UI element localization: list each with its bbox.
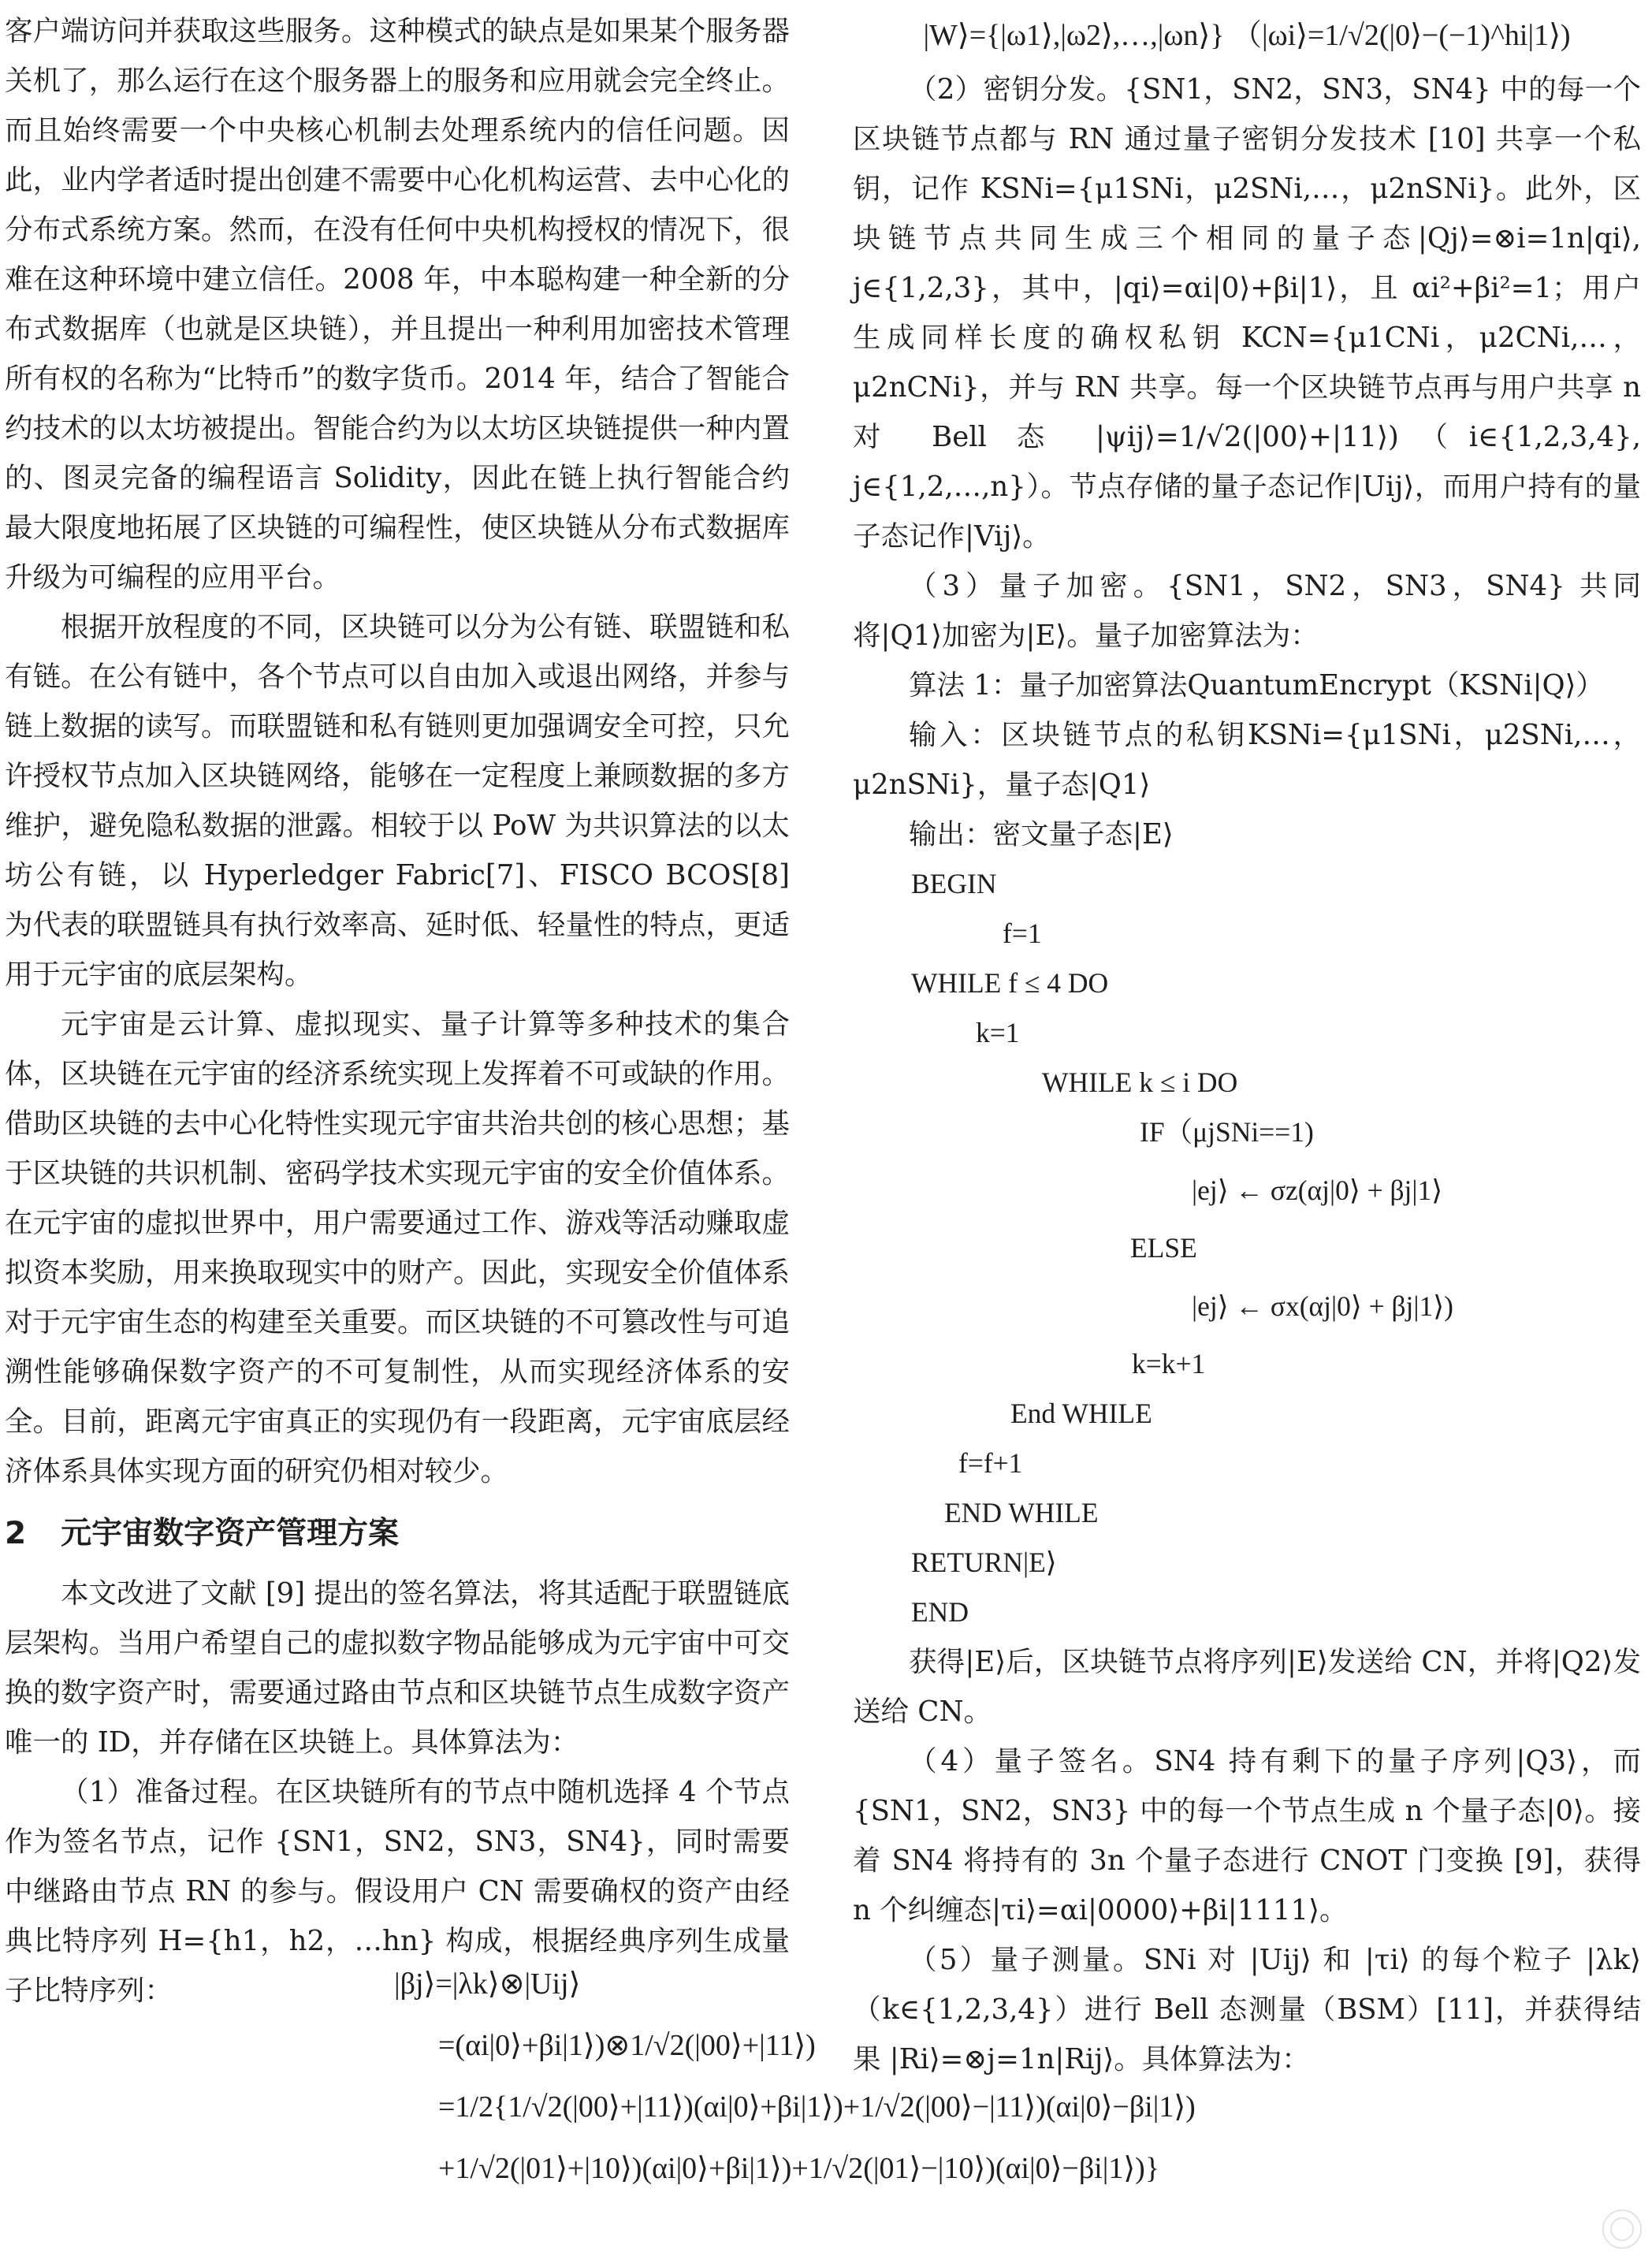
quantum-measurement-paragraph: （5）量子测量。SNi 对 |Uij⟩ 和 |τi⟩ 的每个粒子 |λk⟩（k∈{1,2,3,4}）进行 Bell 态测量（BSM）[11]，并获得结果 |Ri⟩=⊗j=1n|Rij⟩。具体算法为： [853,1944,1641,2075]
alg-line: BEGIN [911,868,997,899]
alg-line: RETURN|E⟩ [911,1547,1057,1578]
alg-line: End WHILE [1010,1398,1152,1429]
alg-line: |ej⟩ ← σx(αj|0⟩ + βj|1⟩) [1192,1290,1453,1322]
method-paragraph: 本文改进了文献 [9] 提出的签名算法，将其适配于联盟链底层架构。当用户希望自己的虚拟数字物品能够成为元宇宙中可交换的数字资产时，需要通过路由节点和区块链节点生成数字资产唯一的 ID，并存储在区块链上。具体算法为： [5,1577,790,1759]
bell-measurement-equation [394,1953,1261,2199]
algorithm-output: 输出：密文量子态|E⟩ [909,818,1174,851]
alg-line: WHILE k ≤ i DO [1042,1066,1238,1098]
alg-line: END WHILE [944,1497,1099,1528]
section-title: 元宇宙数字资产管理方案 [61,1516,400,1551]
section-heading [5,1510,790,1558]
metaverse-paragraph: 元宇宙是云计算、虚拟现实、量子计算等多种技术的集合体，区块链在元宇宙的经济系统实现上发挥着不可或缺的作用。借助区块链的去中心化特性实现元宇宙共治共创的核心思想；基于区块链的共识机制、密码学技术实现元宇宙的安全价值体系。在元宇宙的虚拟世界中，用户需要通过工作、游戏等活动赚取虚拟资本奖励，用来换取现实中的财产。因此，实现安全价值体系对于元宇宙生态的构建至关重要。而区块链的不可篡改性与可追溯性能够确保数字资产的不可复制性，从而实现经济体系的安全。目前，距离元宇宙真正的实现仍有一段距离，元宇宙底层经济体系具体实现方面的研究仍相对较少。 [5,1008,790,1487]
algorithm-title: 算法 1：量子加密算法QuantumEncrypt（KSNi|Q⟩） [909,669,1605,702]
preparation-paragraph: （1）准备过程。在区块链所有的节点中随机选择 4 个节点作为签名节点，记作 {SN1，SN2，SN3，SN4}，同时需要中继路由节点 RN 的参与。假设用户 CN 需要确权的资产由经典比特序列 H={h1，h2，…hn} 构成，根据经典序列生成量子比特序列： [5,1776,790,2007]
alg-line: k=k+1 [1132,1348,1206,1379]
equation-line: +1/√2(|01⟩+|10⟩)(αi|0⟩+βi|1⟩)+1/√2(|01⟩−|10⟩)(αi|0⟩−βi|1⟩)} [438,2152,1160,2185]
equation-line: =(αi|0⟩+βi|1⟩)⊗1/√2(|00⟩+|11⟩) [438,2029,816,2062]
alg-line: ELSE [1130,1232,1197,1264]
section-number: 2 [5,1516,27,1551]
algorithm-input: 输入：区块链节点的私钥KSNi={μ1SNi，μ2SNi,…，μ2nSNi}，量子态|Q1⟩ [853,719,1641,801]
algorithm-body [853,859,1641,1637]
alg-line: END [911,1596,969,1628]
equation-line: =1/2{1/√2(|00⟩+|11⟩)(αi|0⟩+βi|1⟩)+1/√2(|00⟩−|11⟩)(αi|0⟩−βi|1⟩) [438,2090,1196,2124]
alg-line: WHILE f ≤ 4 DO [911,967,1109,999]
equation-line: |βj⟩=|λk⟩⊗|Uij⟩ [394,1967,581,2001]
left-column [5,6,790,2016]
alg-line: f=1 [1003,918,1042,949]
watermark-logo-icon [1600,2207,1644,2251]
alg-line: k=1 [976,1017,1020,1048]
equation-w: |W⟩={|ω1⟩,|ω2⟩,…,|ωn⟩} （|ωi⟩=1/√2(|0⟩−(−1)^hi|1⟩) [923,19,1571,52]
right-column [853,6,1641,2084]
quantum-signature-paragraph: （4）量子签名。SN4 持有剩下的量子序列|Q3⟩，而 {SN1，SN2，SN3} 中的每一个节点生成 n 个量子态|0⟩。接着 SN4 将持有的 3n 个量子态进行 CNOT 门变换 [9]，获得 n 个纠缠态|τi⟩=αi|0000⟩+βi|1111⟩。 [853,1745,1641,1926]
after-encryption-paragraph: 获得|E⟩后，区块链节点将序列|E⟩发送给 CN，并将|Q2⟩发送给 CN。 [853,1646,1641,1728]
quantum-encryption-paragraph: （3）量子加密。{SN1，SN2，SN3，SN4} 共同将|Q1⟩加密为|E⟩。量子加密算法为： [853,570,1641,652]
blockchain-types-paragraph: 根据开放程度的不同，区块链可以分为公有链、联盟链和私有链。在公有链中，各个节点可以自由加入或退出网络，并参与链上数据的读写。而联盟链和私有链则更加强调安全可控，只允许授权节点加入区块链网络，能够在一定程度上兼顾数据的多方维护，避免隐私数据的泄露。相较于以 PoW 为共识算法的以太坊公有链，以 Hyperledger Fabric[7]、FISCO BCOS[8] 为代表的联盟链具有执行效率高、延时低、轻量性的特点，更适用于元宇宙的底层架构。 [5,611,790,991]
key-distribution-paragraph: （2）密钥分发。{SN1，SN2，SN3，SN4} 中的每一个区块链节点都与 RN 通过量子密钥分发技术 [10] 共享一个私钥，记作 KSNi={μ1SNi，μ2SNi,…，μ2nSNi}。此外，区块链节点共同生成三个相同的量子态|Qj⟩=⊗i=1n|qi⟩, j∈{1,2,3}，其中，|qi⟩=αi|0⟩+βi|1⟩，且 αi²+βi²=1；用户生成同样长度的确权私钥 KCN={μ1CNi，μ2CNi,…，μ2nCNi}，并与 RN 共享。每一个区块链节点再与用户共享 n 对 Bell 态 |ψij⟩=1/√2(|00⟩+|11⟩)（i∈{1,2,3,4}, j∈{1,2,…,n}）。节点存储的量子态记作|Uij⟩，而用户持有的量子态记作|Vij⟩。 [853,73,1641,553]
alg-line: |ej⟩ ← σz(αj|0⟩ + βj|1⟩ [1192,1174,1443,1206]
alg-line: IF（μjSNi==1) [1140,1116,1314,1148]
intro-paragraph: 客户端访问并获取这些服务。这种模式的缺点是如果某个服务器关机了，那么运行在这个服务器上的服务和应用就会完全终止。而且始终需要一个中央核心机制去处理系统内的信任问题。因此，业内学者适时提出创建不需要中心化机构运营、去中心化的分布式系统方案。然而，在没有任何中央机构授权的情况下，很难在这种环境中建立信任。2008 年，中本聪构建一种全新的分布式数据库（也就是区块链），并且提出一种利用加密技术管理所有权的名称为“比特币”的数字货币。2014 年，结合了智能合约技术的以太坊被提出。智能合约为以太坊区块链提供一种内置的、图灵完备的编程语言 Solidity，因此在链上执行智能合约最大限度地拓展了区块链的可编程性，使区块链从分布式数据库升级为可编程的应用平台。 [5,15,790,594]
alg-line: f=f+1 [958,1447,1023,1479]
